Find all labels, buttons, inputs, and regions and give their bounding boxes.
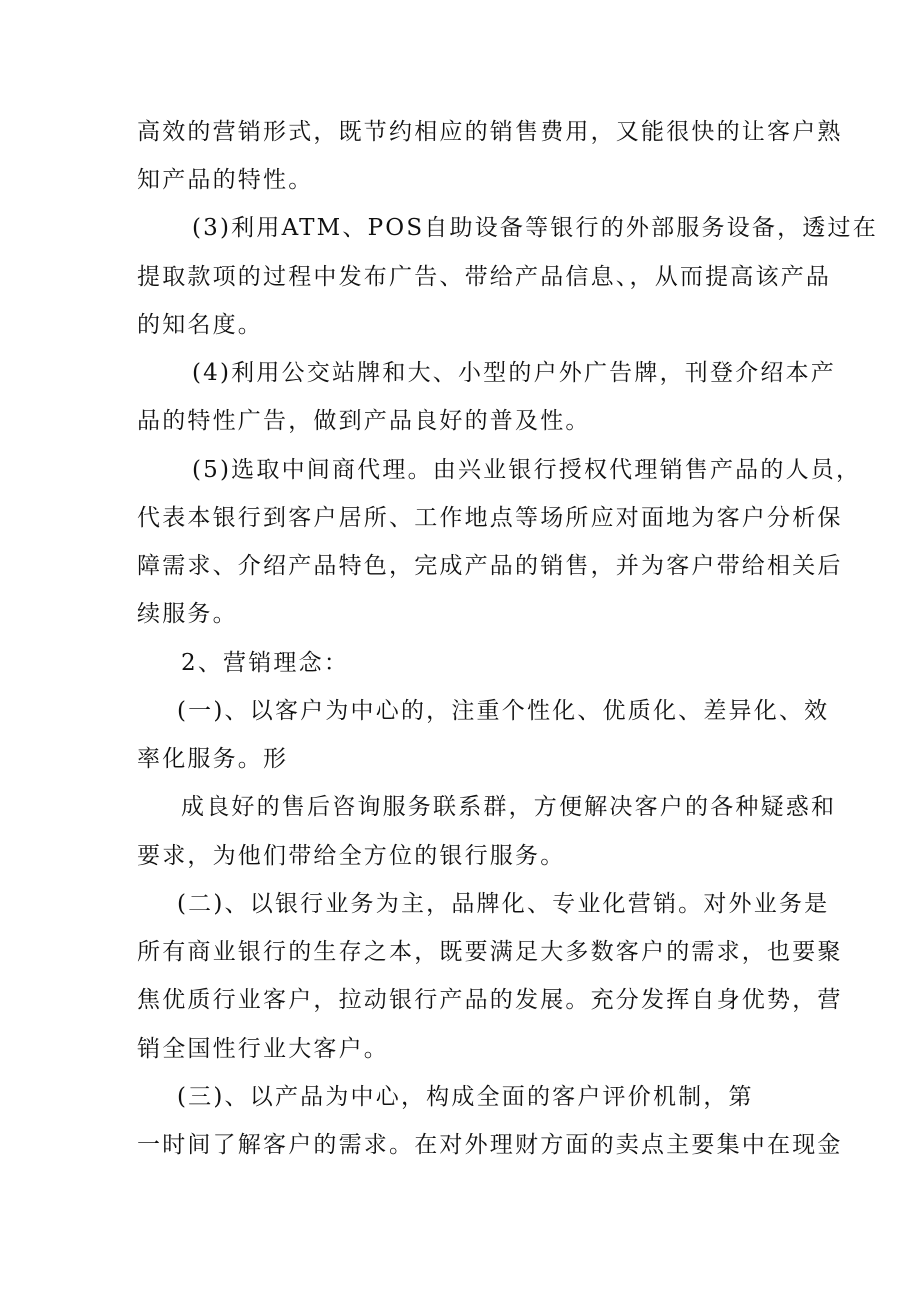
text-line: 障需求、介绍产品特色，完成产品的销售，并为客户带给相关后 [137,553,843,579]
text-line: 高效的营销形式，既节约相应的销售费用，又能很快的让客户熟 [137,119,843,145]
text-line: 所有商业银行的生存之本，既要满足大多数客户的需求，也要聚 [137,939,843,965]
paragraph-item-4: (4)利用公交站牌和大、小型的户外广告牌，刊登介绍本产 [192,360,836,386]
paragraph-item-2: (二)、以银行业务为主，品牌化、专业化营销。对外业务是 [177,891,830,917]
section-heading: 2、营销理念： [181,650,350,676]
text-line: 焦优质行业客户，拉动银行产品的发展。充分发挥自身优势，营 [137,987,843,1013]
text-line: 代表本银行到客户居所、工作地点等场所应对面地为客户分析保 [137,505,843,531]
paragraph-item-5: (5)选取中间商代理。由兴业银行授权代理销售产品的人员， [192,457,862,483]
text-line: 品的特性广告，做到产品良好的普及性。 [137,408,591,434]
paragraph-item-1: (一)、以客户为中心的，注重个性化、优质化、差异化、效 [177,698,830,724]
paragraph-item-3-cn: (三)、以产品为中心，构成全面的客户评价机制，第 [177,1084,754,1110]
text-line: 要求，为他们带给全方位的银行服务。 [137,843,566,869]
paragraph-item-3: (3)利用ATM、POS自助设备等银行的外部服务设备，透过在 [192,215,878,241]
text-line: 销全国性行业大客户。 [137,1036,389,1062]
text-line: 续服务。 [137,601,238,627]
text-line: 的知名度。 [137,312,263,338]
text-line: 知产品的特性。 [137,167,314,193]
text-line: 率化服务。形 [137,746,289,772]
text-line: 一时间了解客户的需求。在对外理财方面的卖点主要集中在现金 [137,1132,843,1158]
text-line: 成良好的售后咨询服务联系群，方便解决客户的各种疑惑和 [181,794,837,820]
text-line: 提取款项的过程中发布广告、带给产品信息、，从而提高该产品 [137,264,832,290]
